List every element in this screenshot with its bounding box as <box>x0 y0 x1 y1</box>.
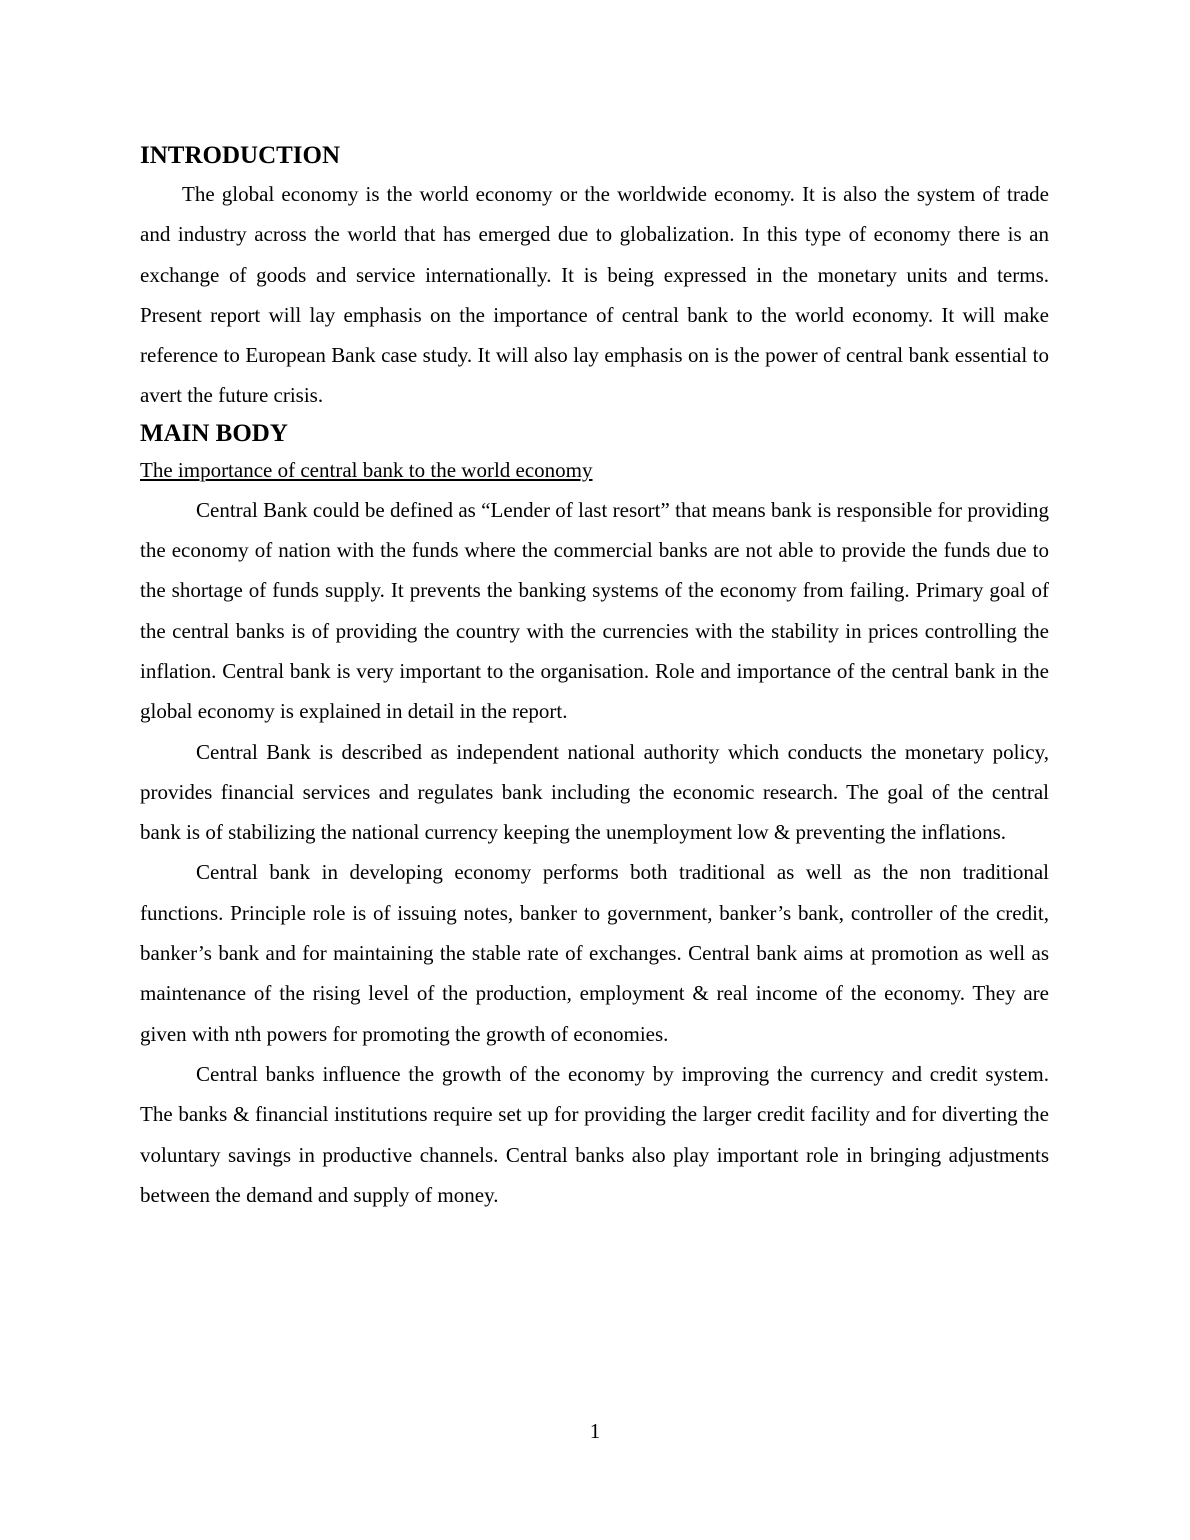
body-paragraph-4: Central banks influence the growth of the economy by improving the currency and credit system. The banks & financial institutions require set up for providing the larger credit facility and for diverting the voluntary savings in productive channels. Central banks also play important role in bringing adjustments between the demand and supply of money. <box>140 1061 1049 1207</box>
body-paragraph-3: Central bank in developing economy performs both traditional as well as the non traditional functions. Principle role is of issuing notes, banker to government, banker’s bank, controller of the credit, banker’s bank and for maintaining the stable rate of exchanges. Central bank aims at promotion as well as maintenance of the rising level of the production, employment & real income of the economy. They are given with nth powers for promoting the growth of economies. <box>140 860 1049 1046</box>
introduction-paragraph: The global economy is the world economy or the worldwide economy. It is also the system of trade and industry across the world that has emerged due to globalization. In this type of economy there is an exchange of goods and service internationally. It is being expressed in the monetary units and terms. Present report will lay emphasis on the importance of central bank to the world economy. It will make reference to European Bank case study. It will also lay emphasis on is the power of central bank essential to avert the future crisis. <box>140 182 1049 408</box>
main-body-heading: MAIN BODY <box>140 419 288 447</box>
section-subheading: The importance of central bank to the world economy <box>140 457 593 482</box>
body-paragraph-2: Central Bank is described as independent national authority which conducts the monetary policy, provides financial services and regulates bank including the economic research. The goal of the central bank is of stabilizing the national currency keeping the unemployment low & preventing the inflations. <box>140 739 1049 845</box>
page-content <box>140 138 1049 1215</box>
body-paragraph-1: Central Bank could be defined as “Lender of last resort” that means bank is responsible for providing the economy of nation with the funds where the commercial banks are not able to provide the funds due to the shortage of funds supply. It prevents the banking systems of the economy from failing. Primary goal of the central banks is of providing the country with the currencies with the stability in prices controlling the inflation. Central bank is very important to the organisation. Role and importance of the central bank in the global economy is explained in detail in the report. <box>140 497 1049 724</box>
introduction-heading: INTRODUCTION <box>140 142 341 169</box>
page-number: 1 <box>589 1419 601 1443</box>
